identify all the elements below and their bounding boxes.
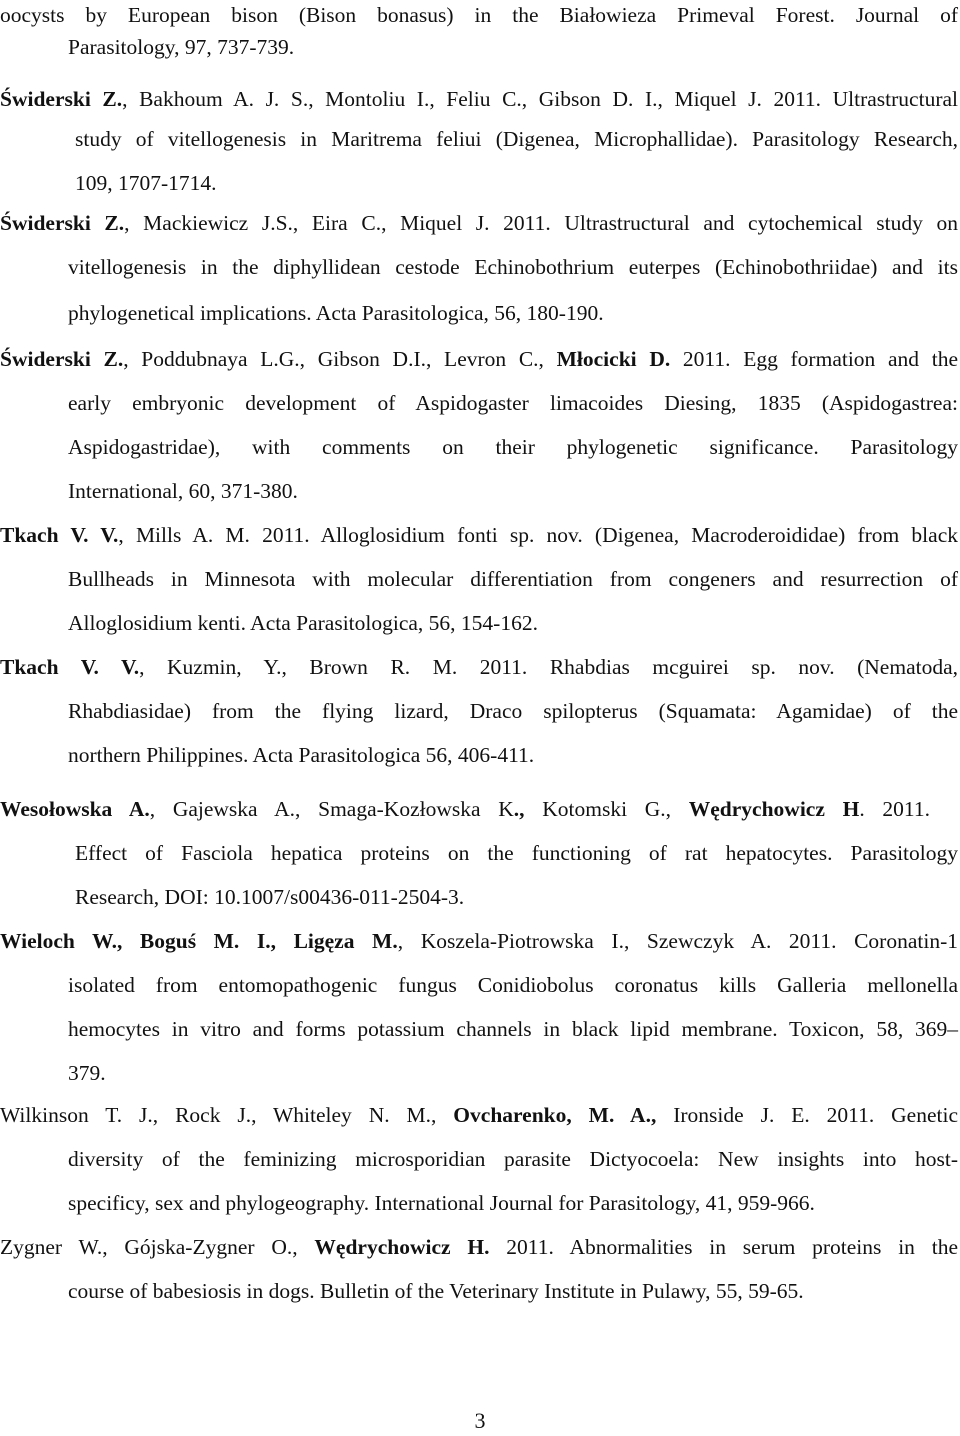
reference-line: [68, 970, 958, 1000]
reference-text: , Kuzmin, Y., Brown R. M. 2011. Rhabdias mcguirei sp. nov. (Nematoda,: [139, 655, 958, 679]
reference-line: [0, 926, 958, 956]
reference-line: [75, 168, 217, 198]
reference-text: , Bakhoum A. J. S., Montoliu I., Feliu C., Gibson D. I., Miquel J. 2011. Ultrastructural: [122, 87, 958, 111]
reference-text: phylogenetical implications. Acta Parasitologica, 56, 180-190.: [68, 301, 604, 325]
reference-text: isolated from entomopathogenic fungus Conidiobolus coronatus kills Galleria mellonella: [68, 973, 958, 997]
reference-text: Kotomski G.,: [524, 797, 689, 821]
highlighted-author: Wesołowska A.: [0, 797, 150, 821]
reference-line: [68, 252, 958, 282]
reference-text: , Poddubnaya L.G., Gibson D.I., Levron C.,: [123, 347, 557, 371]
reference-text: Aspidogastridae), with comments on their phylogenetic significance. Parasitology: [68, 435, 958, 459]
reference-text: , Koszela-Piotrowska I., Szewczyk A. 2011. Coronatin-1: [397, 929, 958, 953]
highlighted-author: Wieloch W., Boguś M. I., Ligęza M.: [0, 929, 398, 953]
reference-line: [0, 84, 958, 114]
reference-line: [0, 520, 958, 550]
reference-text: course of babesiosis in dogs. Bulletin of the Veterinary Institute in Pulawy, 55, 59-65.: [68, 1279, 804, 1303]
reference-text: 109, 1707-1714.: [75, 171, 217, 195]
reference-text: hemocytes in vitro and forms potassium channels in black lipid membrane. Toxicon, 58, 369–: [68, 1017, 958, 1041]
reference-text: Alloglosidium kenti. Acta Parasitologica, 56, 154-162.: [68, 611, 538, 635]
reference-line: [0, 0, 958, 30]
reference-line: [68, 696, 958, 726]
reference-line: [68, 1058, 106, 1088]
reference-line: [68, 564, 958, 594]
highlighted-author: Świderski Z.: [0, 87, 123, 111]
reference-text: specificy, sex and phylogeography. International Journal for Parasitology, 41, 959-966.: [68, 1191, 815, 1215]
reference-line: [0, 344, 958, 374]
highlighted-author: Młocicki D.: [556, 347, 671, 371]
reference-text: , Mackiewicz J.S., Eira C., Miquel J. 2011. Ultrastructural and cytochemical study on: [124, 211, 959, 235]
reference-line: [0, 1100, 958, 1130]
reference-text: Ironside J. E. 2011. Genetic: [656, 1103, 958, 1127]
reference-line: [0, 208, 958, 238]
reference-line: [0, 652, 958, 682]
reference-line: [68, 298, 604, 328]
page-number: 3: [474, 1408, 486, 1433]
reference-text: vitellogenesis in the diphyllidean cestode Echinobothrium euterpes (Echinobothriidae) and its: [68, 255, 958, 279]
reference-text: 2011. Abnormalities in serum proteins in the: [489, 1235, 958, 1259]
reference-line: [68, 432, 958, 462]
reference-text: Wilkinson T. J., Rock J., Whiteley N. M.,: [0, 1103, 454, 1127]
reference-line: [68, 740, 534, 770]
highlighted-author: Tkach V. V.: [0, 523, 119, 547]
reference-text: Zygner W., Gójska-Zygner O.,: [0, 1235, 315, 1259]
reference-text: . 2011.: [859, 797, 931, 821]
reference-text: International, 60, 371-380.: [68, 479, 298, 503]
reference-line: [68, 388, 958, 418]
reference-line: [68, 32, 294, 62]
highlighted-author: Tkach V. V.: [0, 655, 140, 679]
reference-line: [68, 1014, 958, 1044]
reference-text: diversity of the feminizing microsporidian parasite Dictyocoela: New insights into host-: [68, 1147, 958, 1171]
reference-text: Research, DOI: 10.1007/s00436-011-2504-3.: [75, 885, 465, 909]
highlighted-author: Wędrychowicz H: [688, 797, 860, 821]
reference-line: [68, 476, 298, 506]
reference-text: study of vitellogenesis in Maritrema feliui (Digenea, Microphallidae). Parasitology Research,: [75, 127, 958, 151]
highlighted-author: Wędrychowicz H.: [314, 1235, 490, 1259]
reference-text: northern Philippines. Acta Parasitologica 56, 406-411.: [68, 743, 535, 767]
reference-line: [75, 124, 958, 154]
reference-line: [75, 838, 958, 868]
reference-text: Effect of Fasciola hepatica proteins on the functioning of rat hepatocytes. Parasitology: [75, 841, 958, 865]
reference-line: [68, 608, 538, 638]
highlighted-author: Ovcharenko, M. A.,: [453, 1103, 657, 1127]
reference-line: [75, 882, 464, 912]
reference-text: Bullheads in Minnesota with molecular differentiation from congeners and resurrection of: [68, 567, 958, 591]
reference-text: 379.: [68, 1061, 106, 1085]
reference-line: [68, 1144, 958, 1174]
reference-text: , Gajewska A., Smaga-Kozłowska K: [149, 797, 514, 821]
reference-text: Parasitology, 97, 737-739.: [68, 35, 295, 59]
highlighted-author: Świderski Z.: [0, 347, 124, 371]
reference-text: 2011. Egg formation and the: [670, 347, 958, 371]
reference-text: Rhabdiasidae) from the flying lizard, Draco spilopterus (Squamata: Agamidae) of the: [68, 699, 958, 723]
highlighted-author: .,: [513, 797, 525, 821]
reference-line: [68, 1276, 804, 1306]
reference-line: [68, 1188, 815, 1218]
highlighted-author: Świderski Z.: [0, 211, 125, 235]
reference-line: [0, 1232, 958, 1262]
reference-text: oocysts by European bison (Bison bonasus) in the Białowieza Primeval Forest. Journal of: [0, 3, 958, 27]
reference-text: , Mills A. M. 2011. Alloglosidium fonti sp. nov. (Digenea, Macroderoididae) from black: [118, 523, 958, 547]
reference-line: [0, 794, 930, 824]
reference-text: early embryonic development of Aspidogaster limacoides Diesing, 1835 (Aspidogastrea:: [68, 391, 958, 415]
